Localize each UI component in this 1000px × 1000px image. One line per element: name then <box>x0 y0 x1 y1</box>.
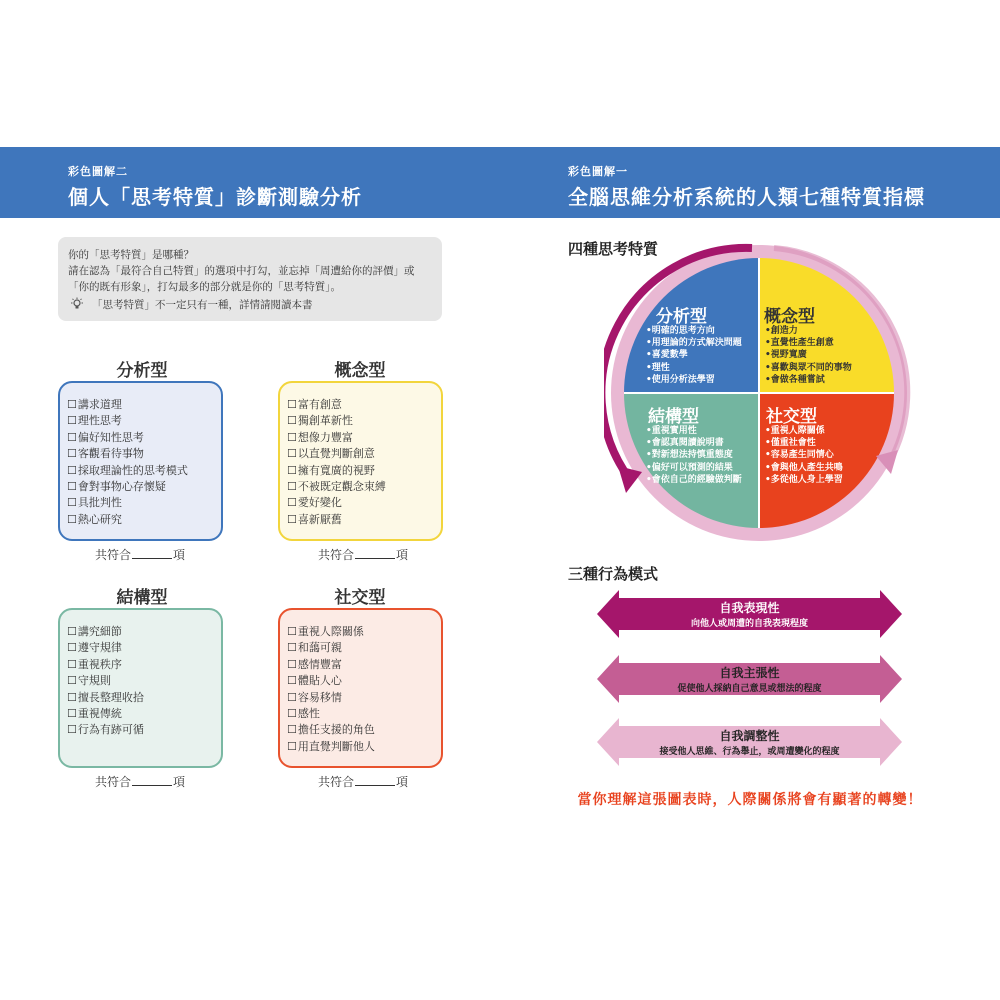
quadrant-item: •偏好可以預測的結果 <box>646 462 733 473</box>
checklist-analytical <box>58 381 223 541</box>
checkbox-item[interactable]: ☐ 想像力豐富 <box>287 430 386 446</box>
behavior-title-assertion: 自我主張性 <box>719 666 780 680</box>
behavior-title-adjustment: 自我調整性 <box>719 729 780 743</box>
intro-line: 你的「思考特質」是哪種？ <box>68 249 194 261</box>
quadrant-item: •喜愛數學 <box>646 350 688 361</box>
quadrant-item: •會做各種嘗試 <box>765 374 825 385</box>
quadrant-title-social: 社交型 <box>766 407 817 427</box>
checkbox-item[interactable]: ☐ 理性思考 <box>67 413 188 429</box>
checkbox-item[interactable]: ☐ 講究細節 <box>67 624 144 640</box>
checkbox-item[interactable]: ☐ 感情豐富 <box>287 657 375 673</box>
checkbox-item[interactable]: ☐ 以直覺判斷創意 <box>287 446 386 462</box>
quadrant-item: •會與他人產生共鳴 <box>765 462 843 473</box>
checkbox-item[interactable]: ☐ 重視傳統 <box>67 706 144 722</box>
quadrant-title-structural: 結構型 <box>648 407 699 427</box>
quadrant-item: •容易產生同情心 <box>765 450 834 461</box>
checkbox-item[interactable]: ☐ 和藹可親 <box>287 640 375 656</box>
quadrant-title-conceptual: 概念型 <box>764 307 815 327</box>
quadrant-list-conceptual <box>765 325 852 386</box>
checklist-title-analytical: 分析型 <box>116 361 168 381</box>
quadrant-item: •重視人際關係 <box>765 426 825 436</box>
count-suffix: 項 <box>396 548 409 562</box>
count-social <box>278 773 448 790</box>
checklist-items <box>67 397 188 528</box>
quadrant-item: •重視實用性 <box>646 426 697 436</box>
checklist-conceptual <box>278 381 443 541</box>
checklist-title-social: 社交型 <box>334 588 386 608</box>
count-analytical <box>55 546 225 563</box>
checklist-structural <box>58 608 223 768</box>
checkbox-item[interactable]: ☐ 擁有寬廣的視野 <box>287 463 386 479</box>
right-header-title: 全腦思維分析系統的人類七種特質指標 <box>568 185 925 209</box>
checkbox-item[interactable]: ☐ 擅長整理收拾 <box>67 690 144 706</box>
checkbox-item[interactable]: ☐ 喜新厭舊 <box>287 512 386 528</box>
checkbox-item[interactable]: ☐ 講求道理 <box>67 397 188 413</box>
behavior-section-title: 三種行為模式 <box>568 565 659 583</box>
quadrant-item: •創造力 <box>765 326 798 336</box>
checkbox-item[interactable]: ☐ 體貼人心 <box>287 673 375 689</box>
count-conceptual <box>278 546 448 563</box>
checkbox-item[interactable]: ☐ 重視秩序 <box>67 657 144 673</box>
lightbulb-icon <box>70 297 84 311</box>
quadrant-item: •會依自己的經驗做判斷 <box>646 474 742 485</box>
quadrant-item: •對新想法持慎重態度 <box>646 450 733 461</box>
checkbox-item[interactable]: ☐ 守規則 <box>67 673 144 689</box>
quadrant-item: •僅重社會性 <box>765 438 816 449</box>
checklist-title-structural: 結構型 <box>116 588 168 608</box>
intro-line: 請在認為「最符合自己特質」的選項中打勾，並忘掉「周遭給你的評價」或 <box>68 265 415 277</box>
checklist-social <box>278 608 443 768</box>
checkbox-item[interactable]: ☐ 擔任支援的角色 <box>287 722 375 738</box>
right-header-banner <box>500 147 1000 218</box>
behavior-subtitle-assertion: 促使他人採納自己意見或想法的程度 <box>677 684 822 694</box>
count-blank[interactable] <box>355 775 395 786</box>
checkbox-item[interactable]: ☐ 愛好變化 <box>287 495 386 511</box>
checklist-title-conceptual: 概念型 <box>334 361 386 381</box>
count-blank[interactable] <box>132 775 172 786</box>
intro-tip: 「思考特質」不一定只有一種，詳情請閱讀本書 <box>92 299 313 311</box>
count-suffix: 項 <box>173 548 186 562</box>
checkbox-item[interactable]: ☐ 會對事物心存懷疑 <box>67 479 188 495</box>
quadrant-title-analytical: 分析型 <box>656 307 707 327</box>
count-prefix: 共符合 <box>317 775 354 789</box>
checkbox-item[interactable]: ☐ 用直覺判斷他人 <box>287 739 375 755</box>
checklist-items <box>67 624 144 739</box>
quadrant-item: •理性 <box>646 362 670 373</box>
checkbox-item[interactable]: ☐ 偏好知性思考 <box>67 430 188 446</box>
behavior-subtitle-expression: 向他人或周遭的自我表現程度 <box>690 619 808 629</box>
quadrant-item: •使用分析法學習 <box>646 374 715 385</box>
behavior-subtitle-adjustment: 接受他人思維、行為舉止，或周遭變化的程度 <box>659 747 840 757</box>
quadrant-item: •多從他人身上學習 <box>765 474 843 485</box>
checkbox-item[interactable]: ☐ 行為有跡可循 <box>67 722 144 738</box>
count-prefix: 共符合 <box>94 775 131 789</box>
quadrant-list-analytical <box>646 325 742 386</box>
checkbox-item[interactable]: ☐ 感性 <box>287 706 375 722</box>
intro-line: 「你的既有形象」，打勾最多的部分就是你的「思考特質」。 <box>68 281 341 293</box>
checkbox-item[interactable]: ☐ 採取理論性的思考模式 <box>67 463 188 479</box>
intro-box <box>58 237 442 321</box>
quadrant-item: •用理論的方式解決問題 <box>646 338 742 349</box>
left-header-title: 個人「思考特質」診斷測驗分析 <box>68 185 362 209</box>
quadrant-item: •直覺性產生創意 <box>765 338 834 349</box>
count-suffix: 項 <box>173 775 186 789</box>
right-header-subtitle: 彩色圖解一 <box>568 165 628 178</box>
checkbox-item[interactable]: ☐ 重視人際關係 <box>287 624 375 640</box>
checkbox-item[interactable]: ☐ 遵守規律 <box>67 640 144 656</box>
left-header-banner <box>0 147 500 218</box>
behavior-title-expression: 自我表現性 <box>719 601 780 615</box>
quadrant-item: •喜歡與眾不同的事物 <box>765 362 852 373</box>
count-suffix: 項 <box>396 775 409 789</box>
checkbox-item[interactable]: ☐ 熱心研究 <box>67 512 188 528</box>
quadrant-item: •會認真閱讀說明書 <box>646 438 724 449</box>
thinking-wheel <box>604 238 914 548</box>
wheel-section-title: 四種思考特質 <box>568 240 659 258</box>
checkbox-item[interactable]: ☐ 獨創革新性 <box>287 413 386 429</box>
count-blank[interactable] <box>132 548 172 559</box>
checkbox-item[interactable]: ☐ 容易移情 <box>287 690 375 706</box>
count-blank[interactable] <box>355 548 395 559</box>
checklist-items <box>287 624 375 755</box>
quadrant-list-structural <box>646 425 742 486</box>
count-structural <box>55 773 225 790</box>
tagline: 當你理解這張圖表時，人際關係將會有顯著的轉變！ <box>577 792 923 808</box>
quadrant-item: •明確的思考方向 <box>646 326 715 336</box>
left-header-subtitle: 彩色圖解二 <box>68 165 128 178</box>
checklist-items <box>287 397 386 528</box>
quadrant-list-social <box>765 425 843 486</box>
count-prefix: 共符合 <box>94 548 131 562</box>
quadrant-item: •視野寬廣 <box>765 350 807 361</box>
checkbox-item[interactable]: ☐ 具批判性 <box>67 495 188 511</box>
count-prefix: 共符合 <box>317 548 354 562</box>
checkbox-item[interactable]: ☐ 不被既定觀念束縛 <box>287 479 386 495</box>
checkbox-item[interactable]: ☐ 富有創意 <box>287 397 386 413</box>
checkbox-item[interactable]: ☐ 客觀看待事物 <box>67 446 188 462</box>
